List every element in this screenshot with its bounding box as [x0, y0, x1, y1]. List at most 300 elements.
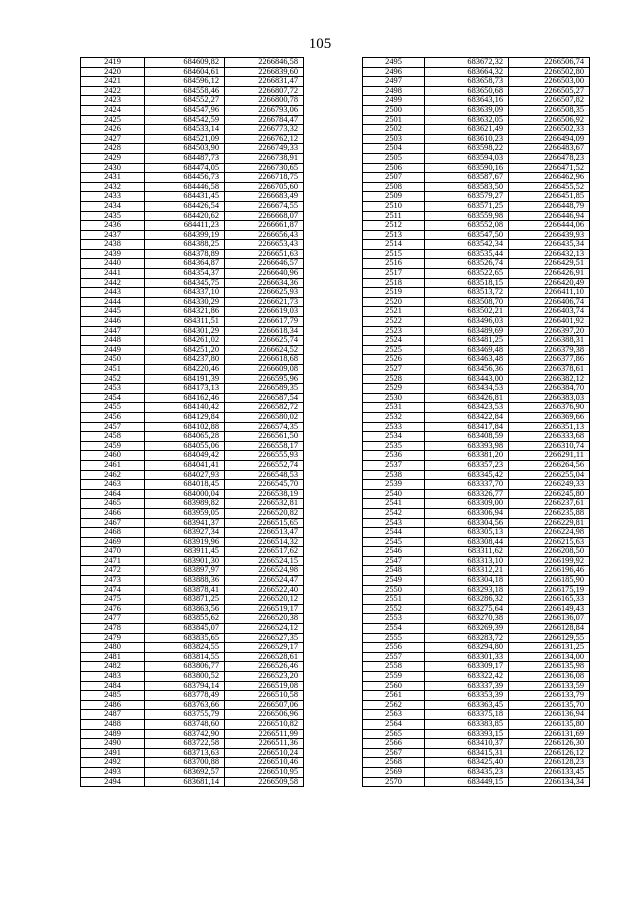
x-coordinate-cell: 683383,85	[425, 719, 509, 729]
table-row	[81, 441, 304, 451]
table-row	[363, 700, 590, 710]
table-row	[363, 624, 590, 634]
point-number-cell: 2465	[81, 499, 145, 509]
point-number-cell: 2501	[363, 115, 425, 125]
x-coordinate-cell: 684558,46	[145, 86, 225, 96]
x-coordinate-cell: 684321,86	[145, 307, 225, 317]
point-number-cell: 2534	[363, 432, 425, 442]
y-coordinate-cell: 2266131,69	[509, 729, 590, 739]
x-coordinate-cell: 683326,77	[425, 489, 509, 499]
table-row	[81, 201, 304, 211]
point-number-cell: 2436	[81, 221, 145, 231]
x-coordinate-cell: 684420,62	[145, 211, 225, 221]
table-row	[363, 518, 590, 528]
x-coordinate-cell: 683559,98	[425, 211, 509, 221]
x-coordinate-cell: 683304,56	[425, 518, 509, 528]
y-coordinate-cell: 2266619,03	[225, 307, 304, 317]
point-number-cell: 2462	[81, 470, 145, 480]
table-row	[81, 643, 304, 653]
y-coordinate-cell: 2266510,82	[225, 719, 304, 729]
x-coordinate-cell: 683312,21	[425, 566, 509, 576]
x-coordinate-cell: 684129,84	[145, 412, 225, 422]
point-number-cell: 2478	[81, 624, 145, 634]
x-coordinate-cell: 684604,61	[145, 67, 225, 77]
x-coordinate-cell: 684552,27	[145, 96, 225, 106]
x-coordinate-cell: 684426,54	[145, 201, 225, 211]
x-coordinate-cell: 683408,59	[425, 432, 509, 442]
table-row	[363, 134, 590, 144]
x-coordinate-cell: 684301,29	[145, 326, 225, 336]
table-row	[363, 412, 590, 422]
y-coordinate-cell: 2266429,51	[509, 259, 590, 269]
x-coordinate-cell: 683835,65	[145, 633, 225, 643]
y-coordinate-cell: 2266511,36	[225, 739, 304, 749]
point-number-cell: 2477	[81, 614, 145, 624]
table-row	[363, 77, 590, 87]
point-number-cell: 2479	[81, 633, 145, 643]
y-coordinate-cell: 2266237,61	[509, 499, 590, 509]
y-coordinate-cell: 2266384,70	[509, 384, 590, 394]
point-number-cell: 2535	[363, 441, 425, 451]
y-coordinate-cell: 2266507,82	[509, 96, 590, 106]
table-row	[363, 556, 590, 566]
point-number-cell: 2497	[363, 77, 425, 87]
point-number-cell: 2554	[363, 624, 425, 634]
point-number-cell: 2448	[81, 336, 145, 346]
point-number-cell: 2472	[81, 566, 145, 576]
point-number-cell: 2505	[363, 153, 425, 163]
x-coordinate-cell: 683337,39	[425, 681, 509, 691]
x-coordinate-cell: 683542,34	[425, 240, 509, 250]
x-coordinate-cell: 683513,72	[425, 288, 509, 298]
x-coordinate-cell: 684261,02	[145, 336, 225, 346]
x-coordinate-cell: 683778,49	[145, 691, 225, 701]
y-coordinate-cell: 2266683,49	[225, 192, 304, 202]
point-number-cell: 2463	[81, 480, 145, 490]
table-row	[363, 115, 590, 125]
point-number-cell: 2558	[363, 662, 425, 672]
y-coordinate-cell: 2266502,80	[509, 67, 590, 77]
table-row	[363, 643, 590, 653]
table-row	[363, 470, 590, 480]
x-coordinate-cell: 683897,97	[145, 566, 225, 576]
x-coordinate-cell: 683309,00	[425, 499, 509, 509]
y-coordinate-cell: 2266807,72	[225, 86, 304, 96]
table-row	[363, 614, 590, 624]
table-row	[81, 739, 304, 749]
table-row	[363, 758, 590, 768]
y-coordinate-cell: 2266634,36	[225, 278, 304, 288]
y-coordinate-cell: 2266510,24	[225, 748, 304, 758]
x-coordinate-cell: 683598,22	[425, 144, 509, 154]
table-row	[81, 470, 304, 480]
x-coordinate-cell: 683526,74	[425, 259, 509, 269]
table-row	[363, 681, 590, 691]
x-coordinate-cell: 683422,84	[425, 412, 509, 422]
x-coordinate-cell: 683571,25	[425, 201, 509, 211]
point-number-cell: 2532	[363, 412, 425, 422]
table-row	[363, 355, 590, 365]
y-coordinate-cell: 2266136,07	[509, 614, 590, 624]
x-coordinate-cell: 684364,87	[145, 259, 225, 269]
table-row	[363, 374, 590, 384]
x-coordinate-cell: 683824,55	[145, 643, 225, 653]
point-number-cell: 2524	[363, 336, 425, 346]
point-number-cell: 2424	[81, 105, 145, 115]
y-coordinate-cell: 2266520,12	[225, 595, 304, 605]
y-coordinate-cell: 2266528,61	[225, 652, 304, 662]
table-row	[363, 489, 590, 499]
table-row	[363, 777, 590, 787]
y-coordinate-cell: 2266471,52	[509, 163, 590, 173]
table-row	[363, 595, 590, 605]
y-coordinate-cell: 2266249,33	[509, 480, 590, 490]
point-number-cell: 2426	[81, 125, 145, 135]
y-coordinate-cell: 2266382,12	[509, 374, 590, 384]
table-row	[81, 681, 304, 691]
y-coordinate-cell: 2266264,56	[509, 460, 590, 470]
y-coordinate-cell: 2266135,80	[509, 719, 590, 729]
point-number-cell: 2511	[363, 211, 425, 221]
y-coordinate-cell: 2266185,90	[509, 576, 590, 586]
y-coordinate-cell: 2266126,12	[509, 748, 590, 758]
x-coordinate-cell: 683502,21	[425, 307, 509, 317]
table-row	[81, 192, 304, 202]
table-row	[363, 652, 590, 662]
y-coordinate-cell: 2266444,06	[509, 221, 590, 231]
point-number-cell: 2452	[81, 374, 145, 384]
y-coordinate-cell: 2266653,43	[225, 240, 304, 250]
table-row	[81, 614, 304, 624]
table-row	[81, 163, 304, 173]
y-coordinate-cell: 2266131,25	[509, 643, 590, 653]
y-coordinate-cell: 2266215,63	[509, 537, 590, 547]
x-coordinate-cell: 683311,62	[425, 547, 509, 557]
table-row	[81, 585, 304, 595]
point-number-cell: 2556	[363, 643, 425, 653]
x-coordinate-cell: 684547,96	[145, 105, 225, 115]
point-number-cell: 2528	[363, 374, 425, 384]
table-row	[363, 125, 590, 135]
table-row	[363, 317, 590, 327]
x-coordinate-cell: 683304,18	[425, 576, 509, 586]
point-number-cell: 2547	[363, 556, 425, 566]
table-row	[363, 672, 590, 682]
table-row	[81, 125, 304, 135]
point-number-cell: 2553	[363, 614, 425, 624]
y-coordinate-cell: 2266793,06	[225, 105, 304, 115]
point-number-cell: 2470	[81, 547, 145, 557]
x-coordinate-cell: 683672,32	[425, 58, 509, 68]
x-coordinate-cell: 683469,48	[425, 345, 509, 355]
y-coordinate-cell: 2266494,09	[509, 134, 590, 144]
coordinates-table-right	[362, 57, 590, 787]
x-coordinate-cell: 684503,90	[145, 144, 225, 154]
x-coordinate-cell: 684330,29	[145, 297, 225, 307]
x-coordinate-cell: 683275,64	[425, 604, 509, 614]
point-number-cell: 2548	[363, 566, 425, 576]
x-coordinate-cell: 684018,45	[145, 480, 225, 490]
x-coordinate-cell: 683755,79	[145, 710, 225, 720]
table-row	[81, 710, 304, 720]
table-row	[363, 240, 590, 250]
x-coordinate-cell: 683927,34	[145, 528, 225, 538]
x-coordinate-cell: 683959,05	[145, 508, 225, 518]
table-row	[81, 729, 304, 739]
x-coordinate-cell: 684378,89	[145, 249, 225, 259]
y-coordinate-cell: 2266126,30	[509, 739, 590, 749]
coordinates-table-left	[80, 57, 304, 787]
x-coordinate-cell: 683610,23	[425, 134, 509, 144]
table-row	[363, 365, 590, 375]
x-coordinate-cell: 683308,44	[425, 537, 509, 547]
point-number-cell: 2458	[81, 432, 145, 442]
y-coordinate-cell: 2266618,34	[225, 326, 304, 336]
table-row	[81, 288, 304, 298]
y-coordinate-cell: 2266432,13	[509, 249, 590, 259]
x-coordinate-cell: 683794,14	[145, 681, 225, 691]
y-coordinate-cell: 2266519,08	[225, 681, 304, 691]
y-coordinate-cell: 2266532,81	[225, 499, 304, 509]
table-row	[81, 451, 304, 461]
x-coordinate-cell: 684411,23	[145, 221, 225, 231]
y-coordinate-cell: 2266552,74	[225, 460, 304, 470]
table-row	[81, 105, 304, 115]
y-coordinate-cell: 2266514,32	[225, 537, 304, 547]
table-row	[363, 58, 590, 68]
point-number-cell: 2503	[363, 134, 425, 144]
x-coordinate-cell: 683293,18	[425, 585, 509, 595]
x-coordinate-cell: 684140,42	[145, 403, 225, 413]
x-coordinate-cell: 683301,33	[425, 652, 509, 662]
table-row	[81, 374, 304, 384]
x-coordinate-cell: 683871,25	[145, 595, 225, 605]
table-row	[363, 269, 590, 279]
table-row	[363, 345, 590, 355]
point-number-cell: 2455	[81, 403, 145, 413]
y-coordinate-cell: 2266520,82	[225, 508, 304, 518]
x-coordinate-cell: 683306,94	[425, 508, 509, 518]
y-coordinate-cell: 2266134,34	[509, 777, 590, 787]
x-coordinate-cell: 683621,49	[425, 125, 509, 135]
table-row	[81, 576, 304, 586]
point-number-cell: 2566	[363, 739, 425, 749]
x-coordinate-cell: 683650,68	[425, 86, 509, 96]
point-number-cell: 2537	[363, 460, 425, 470]
y-coordinate-cell: 2266561,50	[225, 432, 304, 442]
point-number-cell: 2459	[81, 441, 145, 451]
y-coordinate-cell: 2266506,74	[509, 58, 590, 68]
y-coordinate-cell: 2266784,47	[225, 115, 304, 125]
point-number-cell: 2490	[81, 739, 145, 749]
x-coordinate-cell: 683434,53	[425, 384, 509, 394]
table-row	[81, 326, 304, 336]
point-number-cell: 2444	[81, 297, 145, 307]
y-coordinate-cell: 2266229,81	[509, 518, 590, 528]
point-number-cell: 2435	[81, 211, 145, 221]
y-coordinate-cell: 2266738,91	[225, 153, 304, 163]
table-row	[81, 719, 304, 729]
table-row	[363, 537, 590, 547]
x-coordinate-cell: 683363,45	[425, 700, 509, 710]
y-coordinate-cell: 2266515,65	[225, 518, 304, 528]
y-coordinate-cell: 2266519,17	[225, 604, 304, 614]
point-number-cell: 2439	[81, 249, 145, 259]
table-row	[81, 67, 304, 77]
point-number-cell: 2431	[81, 173, 145, 183]
y-coordinate-cell: 2266730,65	[225, 163, 304, 173]
table-row	[81, 365, 304, 375]
table-row	[81, 153, 304, 163]
y-coordinate-cell: 2266478,23	[509, 153, 590, 163]
y-coordinate-cell: 2266245,80	[509, 489, 590, 499]
x-coordinate-cell: 683643,16	[425, 96, 509, 106]
y-coordinate-cell: 2266133,59	[509, 681, 590, 691]
table-row	[81, 317, 304, 327]
table-row	[363, 163, 590, 173]
y-coordinate-cell: 2266617,79	[225, 317, 304, 327]
table-row	[81, 307, 304, 317]
x-coordinate-cell: 683878,41	[145, 585, 225, 595]
y-coordinate-cell: 2266621,73	[225, 297, 304, 307]
y-coordinate-cell: 2266656,43	[225, 230, 304, 240]
table-row	[81, 528, 304, 538]
x-coordinate-cell: 684162,46	[145, 393, 225, 403]
point-number-cell: 2494	[81, 777, 145, 787]
x-coordinate-cell: 683692,57	[145, 767, 225, 777]
y-coordinate-cell: 2266483,67	[509, 144, 590, 154]
y-coordinate-cell: 2266377,86	[509, 355, 590, 365]
y-coordinate-cell: 2266502,33	[509, 125, 590, 135]
table-row	[81, 662, 304, 672]
point-number-cell: 2499	[363, 96, 425, 106]
table-row	[81, 633, 304, 643]
table-row	[363, 67, 590, 77]
table-row	[81, 518, 304, 528]
point-number-cell: 2480	[81, 643, 145, 653]
y-coordinate-cell: 2266128,23	[509, 758, 590, 768]
x-coordinate-cell: 683742,90	[145, 729, 225, 739]
point-number-cell: 2495	[363, 58, 425, 68]
table-row	[363, 393, 590, 403]
table-row	[81, 777, 304, 787]
y-coordinate-cell: 2266513,47	[225, 528, 304, 538]
x-coordinate-cell: 684065,28	[145, 432, 225, 442]
x-coordinate-cell: 684388,25	[145, 240, 225, 250]
point-number-cell: 2488	[81, 719, 145, 729]
y-coordinate-cell: 2266517,62	[225, 547, 304, 557]
point-number-cell: 2447	[81, 326, 145, 336]
point-number-cell: 2476	[81, 604, 145, 614]
y-coordinate-cell: 2266165,33	[509, 595, 590, 605]
point-number-cell: 2510	[363, 201, 425, 211]
point-number-cell: 2551	[363, 595, 425, 605]
x-coordinate-cell: 683496,03	[425, 317, 509, 327]
point-number-cell: 2484	[81, 681, 145, 691]
y-coordinate-cell: 2266545,70	[225, 480, 304, 490]
point-number-cell: 2438	[81, 240, 145, 250]
x-coordinate-cell: 683941,37	[145, 518, 225, 528]
x-coordinate-cell: 684609,82	[145, 58, 225, 68]
y-coordinate-cell: 2266420,49	[509, 278, 590, 288]
table-row	[81, 537, 304, 547]
x-coordinate-cell: 683855,62	[145, 614, 225, 624]
x-coordinate-cell: 683508,70	[425, 297, 509, 307]
table-row	[81, 767, 304, 777]
y-coordinate-cell: 2266401,92	[509, 317, 590, 327]
x-coordinate-cell: 683426,81	[425, 393, 509, 403]
point-number-cell: 2441	[81, 269, 145, 279]
x-coordinate-cell: 683587,67	[425, 173, 509, 183]
y-coordinate-cell: 2266199,92	[509, 556, 590, 566]
table-row	[81, 412, 304, 422]
table-row	[363, 307, 590, 317]
x-coordinate-cell: 683919,96	[145, 537, 225, 547]
point-number-cell: 2466	[81, 508, 145, 518]
point-number-cell: 2522	[363, 317, 425, 327]
y-coordinate-cell: 2266376,90	[509, 403, 590, 413]
y-coordinate-cell: 2266625,93	[225, 288, 304, 298]
x-coordinate-cell: 683309,17	[425, 662, 509, 672]
point-number-cell: 2564	[363, 719, 425, 729]
table-row	[81, 432, 304, 442]
point-number-cell: 2550	[363, 585, 425, 595]
table-row	[81, 489, 304, 499]
table-row	[363, 719, 590, 729]
point-number-cell: 2485	[81, 691, 145, 701]
point-number-cell: 2498	[363, 86, 425, 96]
point-number-cell: 2567	[363, 748, 425, 758]
y-coordinate-cell: 2266749,33	[225, 144, 304, 154]
table-row	[363, 336, 590, 346]
point-number-cell: 2432	[81, 182, 145, 192]
point-number-cell: 2513	[363, 230, 425, 240]
y-coordinate-cell: 2266507,06	[225, 700, 304, 710]
point-number-cell: 2540	[363, 489, 425, 499]
table-row	[363, 633, 590, 643]
point-number-cell: 2530	[363, 393, 425, 403]
point-number-cell: 2549	[363, 576, 425, 586]
table-row	[81, 96, 304, 106]
x-coordinate-cell: 683286,32	[425, 595, 509, 605]
table-row	[81, 259, 304, 269]
point-number-cell: 2467	[81, 518, 145, 528]
x-coordinate-cell: 684041,41	[145, 460, 225, 470]
y-coordinate-cell: 2266762,12	[225, 134, 304, 144]
x-coordinate-cell: 683658,73	[425, 77, 509, 87]
point-number-cell: 2453	[81, 384, 145, 394]
point-number-cell: 2569	[363, 767, 425, 777]
point-number-cell: 2544	[363, 528, 425, 538]
y-coordinate-cell: 2266661,87	[225, 221, 304, 231]
point-number-cell: 2568	[363, 758, 425, 768]
y-coordinate-cell: 2266435,34	[509, 240, 590, 250]
table-row	[81, 700, 304, 710]
y-coordinate-cell: 2266149,43	[509, 604, 590, 614]
x-coordinate-cell: 683748,60	[145, 719, 225, 729]
point-number-cell: 2483	[81, 672, 145, 682]
table-row	[81, 355, 304, 365]
y-coordinate-cell: 2266705,60	[225, 182, 304, 192]
table-row	[363, 211, 590, 221]
point-number-cell: 2526	[363, 355, 425, 365]
x-coordinate-cell: 683700,88	[145, 758, 225, 768]
x-coordinate-cell: 683443,00	[425, 374, 509, 384]
y-coordinate-cell: 2266397,20	[509, 326, 590, 336]
table-row	[81, 460, 304, 470]
table-row	[81, 595, 304, 605]
x-coordinate-cell: 684337,10	[145, 288, 225, 298]
